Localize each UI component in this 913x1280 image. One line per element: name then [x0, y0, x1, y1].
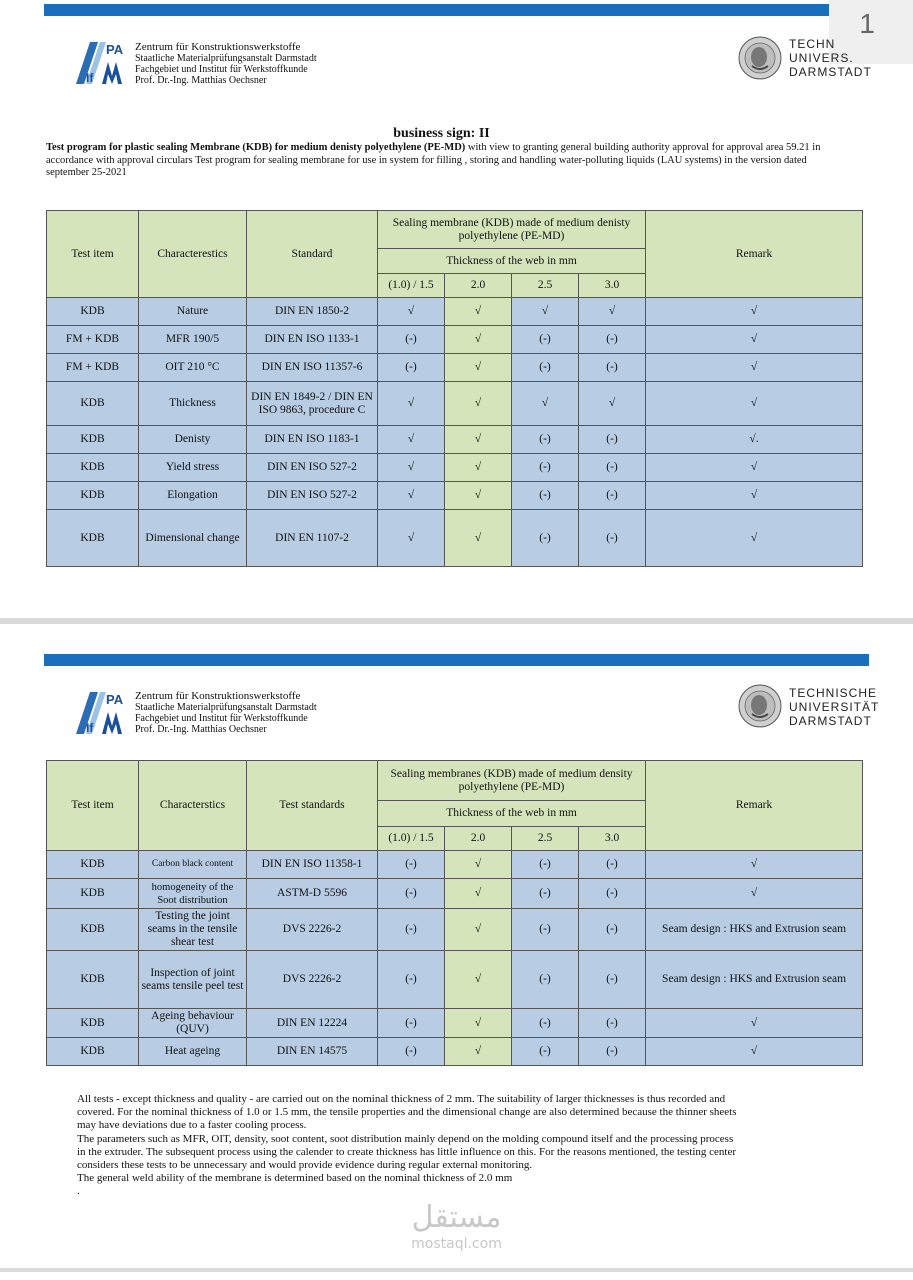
page-separator	[0, 618, 913, 624]
org-address-page-2	[135, 691, 317, 735]
thickness-2-cell: √	[445, 1038, 512, 1066]
tu-line: DARMSTADT	[789, 65, 872, 79]
org-line: Zentrum für Konstruktionswerkstoffe	[135, 41, 301, 53]
characteristic-cell: Nature	[139, 298, 247, 326]
top-blue-bar	[44, 4, 829, 16]
remark-cell: Seam design : HKS and Extrusion seam	[646, 909, 863, 951]
table-row	[47, 298, 863, 326]
characteristic-cell: Testing the joint seams in the tensile shear test	[139, 909, 247, 951]
tu-line: TECHNISCHE	[789, 686, 878, 700]
thickness-1-cell: (-)	[378, 1038, 445, 1066]
test-item-cell: KDB	[47, 879, 139, 909]
table-row	[47, 482, 863, 510]
characteristic-cell: Inspection of joint seams tensile peel test	[139, 951, 247, 1009]
thickness-2-cell: √	[445, 482, 512, 510]
characteristic-cell: Thickness	[139, 382, 247, 426]
intro-paragraph	[46, 142, 846, 180]
header-characteristics: Characterstics	[139, 761, 247, 851]
standard-cell: DIN EN ISO 527-2	[247, 482, 378, 510]
thickness-2-cell: √	[445, 382, 512, 426]
thickness-4-cell: (-)	[579, 909, 646, 951]
remark-cell: √	[646, 1038, 863, 1066]
header-characteristics: Characterestics	[139, 211, 247, 298]
thickness-1-cell: (-)	[378, 1009, 445, 1038]
thickness-3-cell: (-)	[512, 326, 579, 354]
table-2-body	[47, 851, 863, 1066]
characteristic-cell: Yield stress	[139, 454, 247, 482]
thickness-1-cell: √	[378, 482, 445, 510]
thickness-2-cell: √	[445, 879, 512, 909]
thickness-1-cell: (-)	[378, 851, 445, 879]
test-program-table-2	[46, 760, 863, 1066]
org-line: Zentrum für Konstruktionswerkstoffe	[135, 690, 301, 702]
thickness-2-cell: √	[445, 909, 512, 951]
characteristic-cell: Elongation	[139, 482, 247, 510]
thickness-1-cell: (-)	[378, 354, 445, 382]
header-thickness-2: 2.0	[445, 274, 512, 298]
thickness-4-cell: (-)	[579, 454, 646, 482]
standard-cell: DIN EN ISO 11357-6	[247, 354, 378, 382]
thickness-4-cell: (-)	[579, 851, 646, 879]
tu-line: UNIVERS.	[789, 51, 854, 65]
test-item-cell: KDB	[47, 851, 139, 879]
characteristic-cell: Ageing behaviour (QUV)	[139, 1009, 247, 1038]
table-row	[47, 909, 863, 951]
thickness-1-cell: (-)	[378, 326, 445, 354]
remark-cell: Seam design : HKS and Extrusion seam	[646, 951, 863, 1009]
footer-line: may have deviations due to a faster cooling process.	[77, 1119, 307, 1132]
org-address	[135, 42, 317, 86]
standard-cell: DIN EN ISO 527-2	[247, 454, 378, 482]
table-row	[47, 1009, 863, 1038]
table-row	[47, 851, 863, 879]
remark-cell: √	[646, 482, 863, 510]
table-row	[47, 951, 863, 1009]
characteristic-cell: Dimensional change	[139, 510, 247, 567]
footer-notes	[77, 1093, 877, 1199]
header-test-item: Test item	[47, 761, 139, 851]
header-standard: Test standards	[247, 761, 378, 851]
table-row	[47, 454, 863, 482]
header-sealing-membrane: Sealing membranes (KDB) made of medium density polyethylene (PE-MD)	[378, 761, 646, 801]
thickness-2-cell: √	[445, 510, 512, 567]
page-number: 1	[859, 8, 875, 39]
test-item-cell: KDB	[47, 454, 139, 482]
remark-cell: √	[646, 382, 863, 426]
thickness-3-cell: √	[512, 382, 579, 426]
standard-cell: DIN EN 1107-2	[247, 510, 378, 567]
characteristic-cell: OIT 210 °C	[139, 354, 247, 382]
org-line: Prof. Dr.-Ing. Matthias Oechsner	[135, 724, 267, 735]
table-1-body	[47, 298, 863, 567]
watermark-latin: mostaql.com	[411, 1236, 502, 1252]
test-item-cell: FM + KDB	[47, 354, 139, 382]
remark-cell: √	[646, 1009, 863, 1038]
header-thickness-4: 3.0	[579, 827, 646, 851]
org-line: Fachgebiet und Institut für Werkstoffkunde	[135, 64, 308, 75]
table-row	[47, 326, 863, 354]
header-thickness-of-web: Thickness of the web in mm	[378, 801, 646, 827]
thickness-4-cell: (-)	[579, 426, 646, 454]
characteristic-cell: Denisty	[139, 426, 247, 454]
test-item-cell: KDB	[47, 951, 139, 1009]
thickness-1-cell: √	[378, 382, 445, 426]
thickness-1-cell: √	[378, 298, 445, 326]
tu-line: TECHN	[789, 37, 836, 51]
mpa-ifw-logo-page-2	[76, 690, 128, 734]
thickness-4-cell: (-)	[579, 354, 646, 382]
remark-cell: √	[646, 879, 863, 909]
standard-cell: DIN EN 12224	[247, 1009, 378, 1038]
remark-cell: √.	[646, 426, 863, 454]
test-item-cell: KDB	[47, 909, 139, 951]
standard-cell: ASTM-D 5596	[247, 879, 378, 909]
watermark-arabic: مستقل	[411, 1200, 502, 1235]
test-program-table-1	[46, 210, 863, 567]
test-item-cell: KDB	[47, 482, 139, 510]
remark-cell: √	[646, 298, 863, 326]
footer-line: All tests - except thickness and quality - are carried out on the nominal thickness of 2 mm. The suitability of larger thicknesses is thus recorded and	[77, 1093, 726, 1105]
header-thickness-4: 3.0	[579, 274, 646, 298]
table-row	[47, 1038, 863, 1066]
document-title: business sign: II	[393, 126, 490, 141]
thickness-1-cell: √	[378, 510, 445, 567]
thickness-3-cell: (-)	[512, 482, 579, 510]
intro-rest: with view to granting general building authority approval for approval area 59.21 in accordance with approval circulars Test program for sealing membrane for use in system for filling , storing and handling water-polluting liquids (LAU systems) in the version dated september 25-2021	[46, 142, 821, 178]
org-line: Staatliche Materialprüfungsanstalt Darmstadt	[135, 702, 317, 713]
org-line: Prof. Dr.-Ing. Matthias Oechsner	[135, 75, 267, 86]
thickness-1-cell: √	[378, 426, 445, 454]
characteristic-cell: Carbon black content	[139, 851, 247, 879]
tu-darmstadt-wordmark	[789, 37, 872, 79]
thickness-1-cell: (-)	[378, 951, 445, 1009]
thickness-4-cell: √	[579, 298, 646, 326]
remark-cell: √	[646, 354, 863, 382]
header-thickness-3: 2.5	[512, 827, 579, 851]
header-thickness-3: 2.5	[512, 274, 579, 298]
thickness-2-cell: √	[445, 326, 512, 354]
standard-cell: DIN EN ISO 1133-1	[247, 326, 378, 354]
intro-bold: Test program for plastic sealing Membrane (KDB) for medium denisty polyethylene (PE-MD)	[46, 142, 466, 153]
thickness-2-cell: √	[445, 354, 512, 382]
header-test-item: Test item	[47, 211, 139, 298]
remark-cell: √	[646, 510, 863, 567]
top-blue-bar-page-2	[44, 654, 869, 666]
footer-line: .	[77, 1185, 80, 1198]
test-item-cell: KDB	[47, 298, 139, 326]
thickness-3-cell: (-)	[512, 1009, 579, 1038]
standard-cell: DIN EN 14575	[247, 1038, 378, 1066]
tu-line: DARMSTADT	[789, 714, 872, 728]
standard-cell: DIN EN ISO 1183-1	[247, 426, 378, 454]
thickness-2-cell: √	[445, 426, 512, 454]
svg-text:If: If	[86, 71, 94, 84]
svg-text:PA: PA	[106, 42, 124, 57]
test-item-cell: KDB	[47, 1038, 139, 1066]
thickness-2-cell: √	[445, 454, 512, 482]
table-row	[47, 510, 863, 567]
test-item-cell: KDB	[47, 510, 139, 567]
footer-line: in the extruder. The subsequent process using the calender to create thickness has little influence on this. For the reasons mentioned, the testing center	[77, 1145, 736, 1158]
thickness-2-cell: √	[445, 298, 512, 326]
footer-line: covered. For the nominal thickness of 1.0 or 1.5 mm, the tensile properties and the dimensional change are also determined because the thinner sheets	[77, 1106, 737, 1119]
svg-text:If: If	[86, 721, 94, 734]
tu-seal-logo	[738, 36, 782, 80]
thickness-4-cell: √	[579, 382, 646, 426]
header-remark: Remark	[646, 761, 863, 851]
thickness-3-cell: (-)	[512, 354, 579, 382]
test-item-cell: KDB	[47, 382, 139, 426]
header-remark: Remark	[646, 211, 863, 298]
thickness-4-cell: (-)	[579, 951, 646, 1009]
org-line: Staatliche Materialprüfungsanstalt Darmstadt	[135, 53, 317, 64]
footer-line: The parameters such as MFR, OIT, density, soot content, soot distribution mainly depend on the molding compound itself and the processing process	[77, 1132, 734, 1145]
thickness-3-cell: (-)	[512, 909, 579, 951]
header-standard: Standard	[247, 211, 378, 298]
thickness-4-cell: (-)	[579, 482, 646, 510]
characteristic-cell: homogeneity of the Soot distribution	[139, 879, 247, 909]
thickness-1-cell: (-)	[378, 879, 445, 909]
thickness-4-cell: (-)	[579, 879, 646, 909]
remark-cell: √	[646, 454, 863, 482]
footer-line: The general weld ability of the membrane is determined based on the nominal thickness of 2.0 mm	[77, 1172, 513, 1185]
footer-line: considers these tests to be unnecessary and would provide evidence during regular external monitoring.	[77, 1159, 533, 1172]
thickness-1-cell: (-)	[378, 909, 445, 951]
characteristic-cell: Heat ageing	[139, 1038, 247, 1066]
thickness-3-cell: √	[512, 298, 579, 326]
table-row	[47, 354, 863, 382]
thickness-2-cell: √	[445, 1009, 512, 1038]
tu-line: UNIVERSITÄT	[789, 700, 880, 714]
org-line: Fachgebiet und Institut für Werkstoffkunde	[135, 713, 308, 724]
standard-cell: DIN EN ISO 11358-1	[247, 851, 378, 879]
characteristic-cell: MFR 190/5	[139, 326, 247, 354]
thickness-3-cell: (-)	[512, 454, 579, 482]
header-thickness-1: (1.0) / 1.5	[378, 827, 445, 851]
mpa-ifw-logo	[76, 40, 128, 84]
svg-text:PA: PA	[106, 692, 124, 707]
bottom-divider	[0, 1268, 913, 1272]
thickness-4-cell: (-)	[579, 326, 646, 354]
thickness-4-cell: (-)	[579, 510, 646, 567]
test-item-cell: KDB	[47, 426, 139, 454]
test-item-cell: FM + KDB	[47, 326, 139, 354]
standard-cell: DIN EN 1849-2 / DIN EN ISO 9863, procedure C	[247, 382, 378, 426]
thickness-4-cell: (-)	[579, 1009, 646, 1038]
thickness-2-cell: √	[445, 951, 512, 1009]
header-thickness-2: 2.0	[445, 827, 512, 851]
header-thickness-1: (1.0) / 1.5	[378, 274, 445, 298]
remark-cell: √	[646, 326, 863, 354]
standard-cell: DVS 2226-2	[247, 951, 378, 1009]
thickness-3-cell: (-)	[512, 1038, 579, 1066]
table-row	[47, 879, 863, 909]
thickness-3-cell: (-)	[512, 851, 579, 879]
tu-seal-logo-page-2	[738, 684, 782, 728]
test-item-cell: KDB	[47, 1009, 139, 1038]
thickness-3-cell: (-)	[512, 426, 579, 454]
remark-cell: √	[646, 851, 863, 879]
standard-cell: DIN EN 1850-2	[247, 298, 378, 326]
table-row	[47, 426, 863, 454]
header-thickness-of-web: Thickness of the web in mm	[378, 249, 646, 274]
thickness-3-cell: (-)	[512, 510, 579, 567]
thickness-1-cell: √	[378, 454, 445, 482]
thickness-3-cell: (-)	[512, 951, 579, 1009]
thickness-3-cell: (-)	[512, 879, 579, 909]
tu-darmstadt-wordmark-page-2	[789, 686, 879, 728]
standard-cell: DVS 2226-2	[247, 909, 378, 951]
table-row	[47, 382, 863, 426]
header-sealing-membrane: Sealing membrane (KDB) made of medium denisty polyethylene (PE-MD)	[378, 211, 646, 249]
thickness-2-cell: √	[445, 851, 512, 879]
thickness-4-cell: (-)	[579, 1038, 646, 1066]
